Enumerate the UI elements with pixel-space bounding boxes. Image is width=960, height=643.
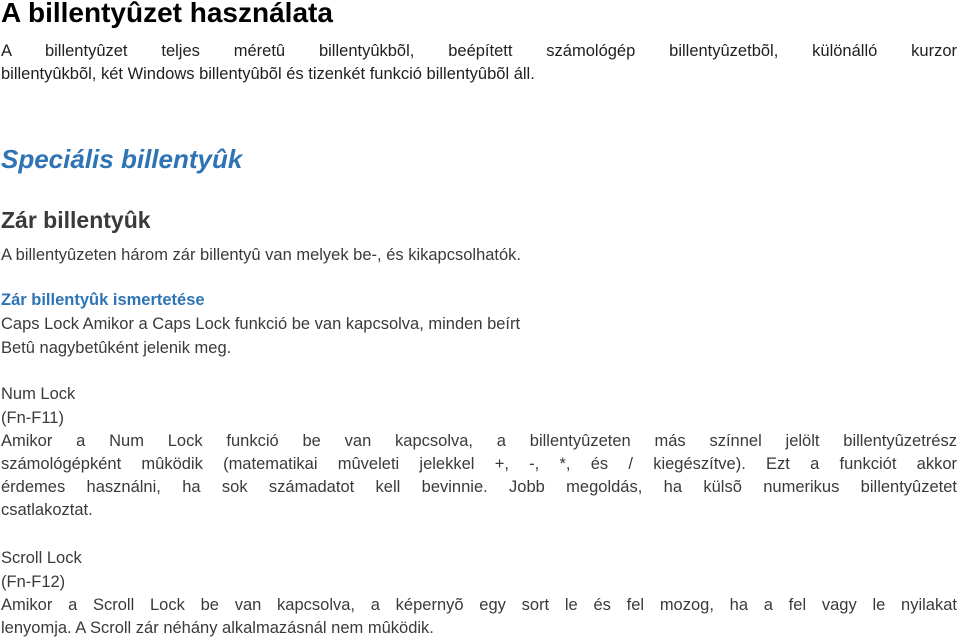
caps-lock-line: Caps Lock Amikor a Caps Lock funkció be van kapcsolva, minden beírt (1, 315, 521, 333)
lock-keys-description-heading: Zár billentyûk ismertetése (1, 291, 205, 309)
caps-lock-paragraph (1, 312, 957, 360)
intro-line: A billentyûzet teljes méretû billentyûkbõl, beépített számológép billentyûzetbõl, különálló kurzor (1, 42, 957, 60)
num-lock-line: számológépként mûködik (matematikai mûveleti jelekkel +, -, *, és / kiegészítve). Ezt a funkciót akkor (1, 455, 957, 473)
scroll-lock-name: Scroll Lock (1, 549, 82, 567)
num-lock-line: Amikor a Num Lock funkció be van kapcsolva, a billentyûzeten más színnel jelölt billentyûzetrész (1, 432, 957, 450)
caps-lock-line: Betû nagybetûként jelenik meg. (1, 339, 232, 357)
scroll-lock-shortcut: (Fn-F12) (1, 573, 66, 591)
intro-line: billentyûkbõl, két Windows billentyûbõl és tizenkét funkció billentyûbõl áll. (1, 65, 535, 83)
lock-keys-heading: Zár billentyûk (1, 207, 151, 233)
page-title: A billentyûzet használata (1, 0, 333, 28)
num-lock-line: érdemes használni, ha sok számadatot kell bevinnie. Jobb megoldás, ha külsõ numerikus billentyûzetet (1, 478, 957, 496)
num-lock-paragraph (1, 430, 957, 522)
num-lock-shortcut: (Fn-F11) (1, 409, 64, 427)
scroll-lock-line: lenyomja. A Scroll zár néhány alkalmazásnál nem mûködik. (1, 619, 434, 637)
scroll-lock-title (1, 546, 957, 594)
lock-keys-intro: A billentyûzeten három zár billentyû van melyek be-, és kikapcsolhatók. (1, 246, 522, 264)
scroll-lock-line: Amikor a Scroll Lock be van kapcsolva, a képernyõ egy sort le és fel mozog, ha a fel vagy le nyilakat (1, 596, 957, 614)
num-lock-title (1, 382, 957, 430)
num-lock-name: Num Lock (1, 385, 76, 403)
special-keys-heading: Speciális billentyûk (1, 144, 243, 174)
intro-paragraph (1, 40, 957, 86)
num-lock-line: csatlakoztat. (1, 501, 93, 519)
scroll-lock-paragraph (1, 594, 957, 640)
